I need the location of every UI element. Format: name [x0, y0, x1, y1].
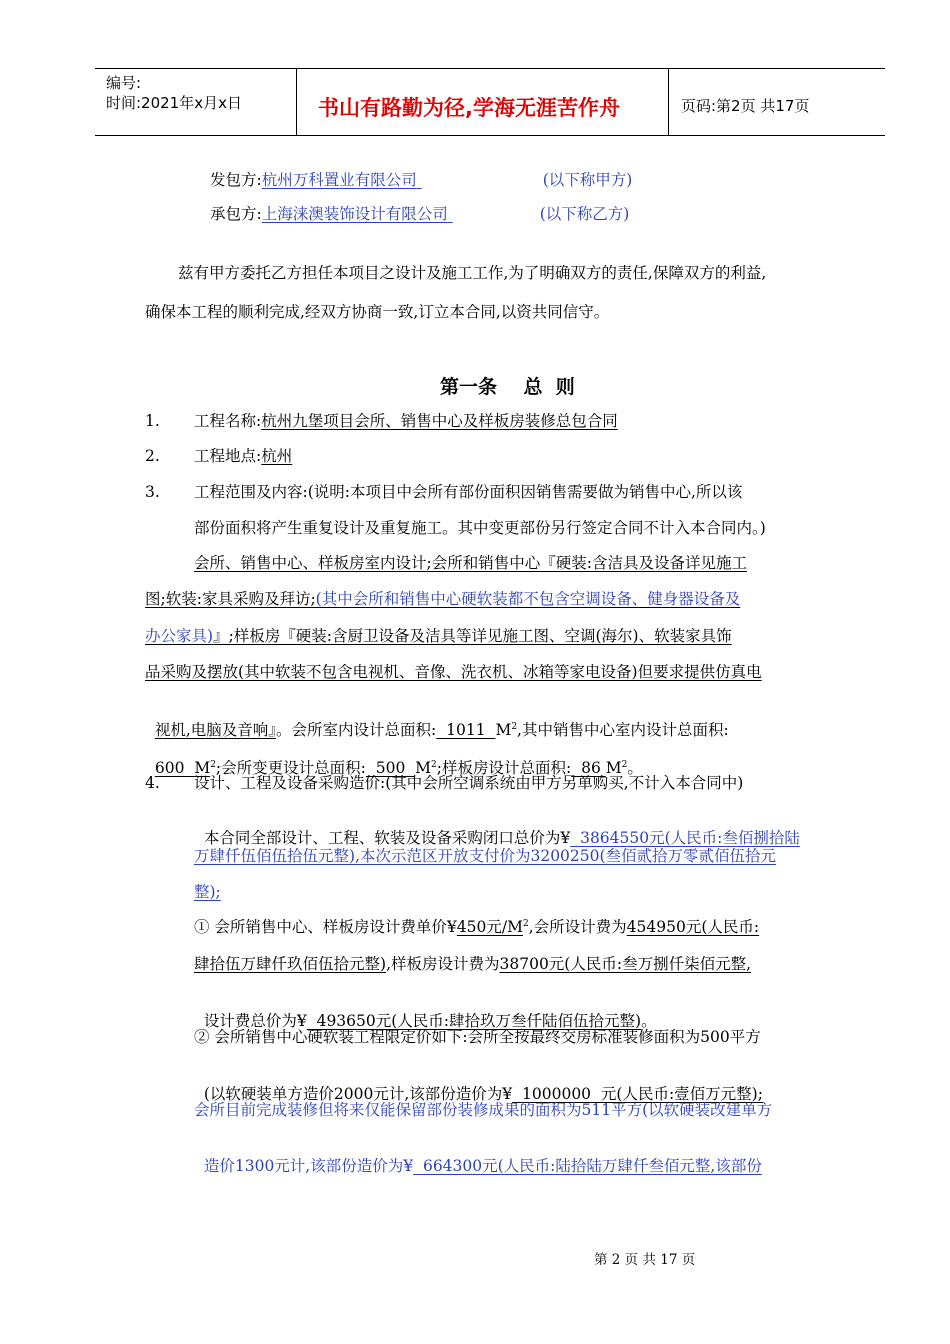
- header-divider-left: [296, 68, 297, 136]
- preamble-line-2: 确保本工程的顺利完成,经双方协商一致,订立本合同,以资共同信守。: [145, 303, 610, 321]
- header-motto: 书山有路勤为径,学海无涯苦作舟: [318, 96, 620, 120]
- contractor-note: (以下称乙方): [539, 205, 630, 223]
- item-2-line: [194, 446, 292, 466]
- design-fee-unit-price: 450元/M: [456, 918, 523, 936]
- area-unit-exp: 2: [522, 918, 529, 929]
- cost-part-2-value: 664300元(人民币:陆拾陆万肆仟叁佰元整,该部份: [413, 1157, 762, 1175]
- preamble-line-1: 兹有甲方委托乙方担任本项目之设计及施工工作,为了明确双方的责任,保障双方的利益,: [178, 264, 767, 282]
- scope-line-3: [145, 626, 732, 646]
- article-1-title: 第一条 总 则: [440, 376, 575, 398]
- employer-line: [210, 170, 632, 190]
- area-unit-exp: 2: [621, 759, 628, 770]
- scope-line-5-tail: ,其中销售中心室内设计总面积:: [517, 721, 729, 739]
- total-price: 3864550元(人民币:叁佰捌拾陆: [570, 829, 800, 847]
- scope-line-1: 会所、销售中心、样板房室内设计;会所和销售中心『硬装:含洁具及设备详见施工: [194, 554, 747, 572]
- item-4-line-2: [194, 808, 800, 848]
- item-3-number: 3.: [145, 483, 160, 501]
- change-design-area: 500: [365, 759, 416, 777]
- design-fee-total: 493650元(人民币:肆拾玖万叁仟陆佰伍拾元整): [306, 1012, 642, 1030]
- scope-line-5: [145, 700, 729, 740]
- clubhouse-total-area: 1011: [436, 721, 496, 739]
- area-unit: M: [194, 759, 211, 777]
- area-unit: M: [495, 721, 512, 739]
- design-fee-end: 。: [641, 1012, 657, 1030]
- scope-end-punct: 。: [627, 759, 643, 777]
- model-room-area-label: ;样板房设计总面积:: [436, 759, 572, 777]
- project-name: 杭州九堡项目会所、销售中心及样板房装修总包合同: [261, 412, 618, 430]
- clubhouse-design-fee-words: 肆拾伍万肆仟玖佰伍拾元整): [194, 955, 387, 973]
- header-divider-right: [668, 68, 669, 136]
- contractor-name: 上海涞澳装饰设计有限公司: [261, 205, 448, 223]
- design-fee-line-3: [194, 991, 657, 1031]
- clubhouse-design-fee: 454950元(人民币:: [626, 918, 760, 936]
- area-unit-exp: 2: [511, 721, 518, 732]
- cost-line-1: ② 会所销售中心硬软装工程限定价如下:会所全按最终交房标准装修面积为500平方: [194, 1028, 761, 1046]
- item-1-label: 工程名称:: [194, 412, 262, 430]
- area-unit-exp: 2: [210, 759, 216, 770]
- cost-part-1-value: 1000000 元(人民币:壹佰万元整);: [512, 1085, 763, 1103]
- employer-blank: [417, 170, 543, 190]
- change-area-label: ;会所变更设计总面积:: [215, 759, 366, 777]
- contractor-label: 承包方:: [210, 205, 262, 223]
- footer-page-number: 第 2 页 共 17 页: [594, 1252, 696, 1268]
- item-4-line-3: 万肆仟伍佰伍拾伍元整),本次示范区开放支付价为3200250(叁佰贰拾万零贰佰伍拾元: [194, 847, 777, 865]
- item-1-line: [194, 411, 618, 431]
- item-3-line-2: 部份面积将产生重复设计及重复施工。其中变更部份另行签定合同不计入本合同内。): [194, 519, 766, 537]
- clubhouse-fee-label: ,会所设计费为: [528, 918, 627, 936]
- item-2-label: 工程地点:: [194, 447, 262, 465]
- contractor-blank: [448, 204, 540, 224]
- header-page-number: 页码:第2页 共17页: [681, 97, 810, 115]
- model-room-area: 86: [571, 759, 606, 777]
- area-unit: M: [605, 759, 622, 777]
- scope-line-5-label: 。会所室内设计总面积:: [276, 721, 437, 739]
- employer-note: (以下称甲方): [542, 171, 633, 189]
- design-fee-total-label: 设计费总价为¥: [203, 1012, 307, 1030]
- header-top-border: [95, 68, 885, 69]
- area-unit: M: [415, 759, 432, 777]
- employer-label: 发包方:: [210, 171, 262, 189]
- scope-line-3-text: 』;样板房『硬装:含厨卫设备及洁具等详见施工图、空调(海尔)、软装家具饰: [213, 627, 732, 645]
- design-fee-unit-label: ① 会所销售中心、样板房设计费单价¥: [194, 918, 457, 936]
- header-time: 时间:2021年x月x日: [106, 94, 242, 112]
- sales-center-area: 600: [154, 759, 195, 777]
- header-doc-number: 编号:: [106, 74, 142, 92]
- cost-part-1-label: (以软硬装单方造价2000元计,该部份造价为¥: [203, 1085, 513, 1103]
- scope-line-2-text: 图;软装:家具采购及拜访;: [145, 590, 316, 608]
- total-price-label: 本合同全部设计、工程、软装及设备采购闭口总价为¥: [203, 829, 571, 847]
- cost-line-4: [194, 1136, 762, 1176]
- contractor-line: [210, 204, 629, 224]
- employer-name: 杭州万科置业有限公司: [261, 171, 417, 189]
- project-location: 杭州: [261, 447, 293, 465]
- scope-line-6: [145, 738, 643, 778]
- cost-line-3: 会所目前完成装修但将来仅能保留部份装修成果的面积为511平方(以软硬装改建单方: [194, 1101, 773, 1119]
- design-fee-line-2: [194, 954, 751, 974]
- cost-part-2-label: 造价1300元计,该部份造价为¥: [203, 1157, 414, 1175]
- scope-line-2: [145, 589, 740, 609]
- area-unit-exp: 2: [431, 759, 437, 770]
- scope-line-5-text: 视机,电脑及音响』: [154, 721, 277, 739]
- item-4-line-1: 设计、工程及设备采购造价:(其中会所空调系统由甲方另单购买,不计入本合同中): [194, 774, 744, 792]
- item-2-number: 2.: [145, 447, 160, 465]
- cost-line-2: [194, 1064, 763, 1104]
- item-3-line-1: 工程范围及内容:(说明:本项目中会所有部份面积因销售需要做为销售中心,所以该: [194, 483, 743, 501]
- model-room-design-fee: 38700元(人民币:叁万捌仟柒佰元整,: [499, 955, 752, 973]
- header-bottom-border: [95, 135, 885, 136]
- model-room-fee-label: ,样板房设计费为: [386, 955, 500, 973]
- design-fee-line-1: [194, 917, 759, 937]
- scope-exclusion-note-end: 办公家具): [145, 627, 214, 645]
- scope-exclusion-note: (其中会所和销售中心硬软装都不包含空调设备、健身器设备及: [315, 590, 741, 608]
- item-4-number: 4.: [145, 774, 160, 792]
- scope-line-4: 品采购及摆放(其中软装不包含电视机、音像、洗衣机、冰箱等家电设备)但要求提供仿真电: [145, 663, 762, 681]
- item-1-number: 1.: [145, 412, 160, 430]
- item-4-line-4: 整);: [194, 883, 221, 901]
